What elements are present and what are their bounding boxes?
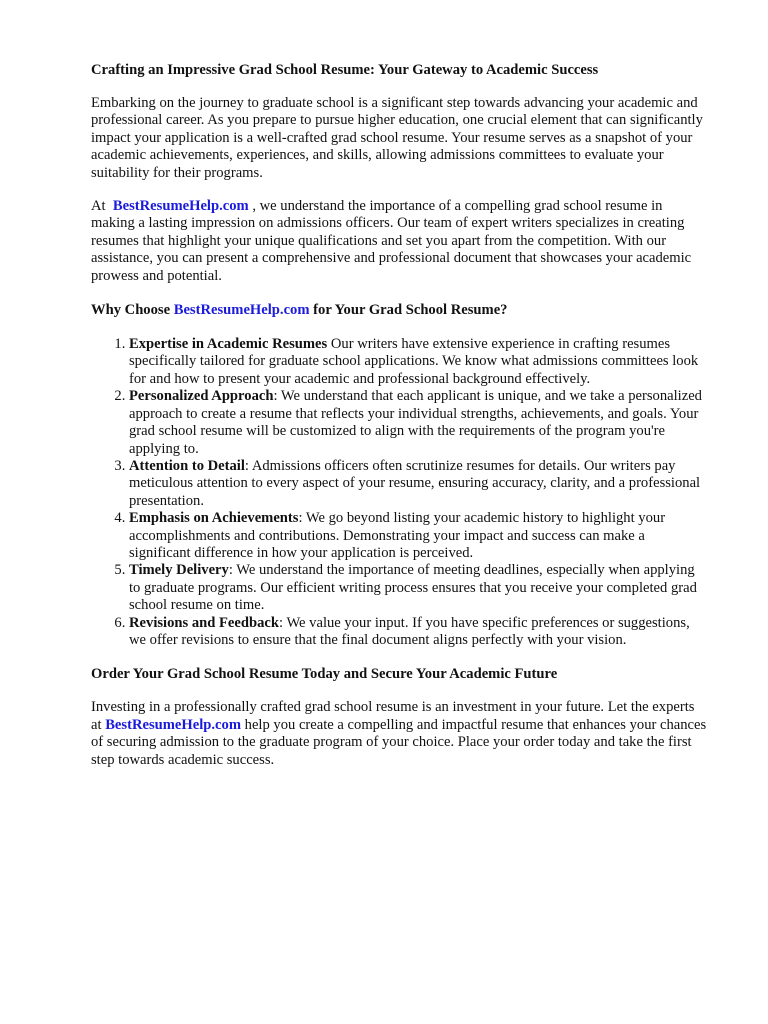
about-site-link[interactable]: BestResumeHelp.com (112, 198, 249, 215)
closing-prefix: Investing in a professionally crafted grad school resume is an investment in your future. Let the experts at (91, 699, 695, 733)
reason-title: Emphasis on Achievements (129, 510, 299, 527)
why-choose-heading (91, 302, 708, 319)
list-item (129, 336, 708, 388)
list-item (129, 562, 708, 614)
list-item (129, 388, 708, 458)
order-heading: Order Your Grad School Resume Today and Secure Your Academic Future (91, 666, 558, 683)
about-paragraph (91, 198, 708, 285)
why-prefix: Why Choose (91, 302, 171, 319)
reason-text: : We understand the importance of meeting deadlines, especially when applying to graduate programs. Our efficient writing process ensures that you receive your completed grad school resume on time. (129, 562, 697, 614)
why-site-link[interactable]: BestResumeHelp.com (173, 302, 310, 319)
closing-body: help you create a compelling and impactful resume that enhances your chances of securing admission to the graduate program of your choice. Place your order today and take the first step towards academic success. (91, 716, 707, 768)
reason-text: Our writers have extensive experience in crafting resumes specifically tailored for graduate school applications. We know what admissions committees look for and how to present your academic and professional background effectively. (129, 336, 699, 387)
list-item (129, 510, 708, 562)
reason-title: Personalized Approach (129, 388, 274, 405)
reason-text: : We value your input. If you have specific preferences or suggestions, we offer revisions to ensure that the final document aligns perfectly with your vision. (129, 614, 690, 648)
reasons-list (91, 336, 708, 649)
why-suffix: for Your Grad School Resume? (313, 302, 508, 319)
page-title: Crafting an Impressive Grad School Resume: Your Gateway to Academic Success (91, 62, 599, 78)
reason-text: : We go beyond listing your academic history to highlight your accomplishments and contributions. Demonstrating your impact and success can make a significant difference in how your application is perceived. (129, 510, 666, 561)
intro-paragraph: Embarking on the journey to graduate school is a significant step towards advancing your academic and professional career. As you prepare to pursue higher education, one crucial element that can significantly impact your application is a well-crafted grad school resume. Your resume serves as a snapshot of your academic achievements, experiences, and skills, allowing admissions committees to evaluate your suitability for their programs. (91, 95, 703, 181)
reason-title: Revisions and Feedback (129, 614, 280, 631)
reason-title: Timely Delivery (129, 562, 229, 579)
reason-text: : Admissions officers often scrutinize resumes for details. Our writers pay meticulous attention to every aspect of your resume, ensuring accuracy, clarity, and a professional presentation. (129, 457, 701, 509)
list-item (129, 458, 708, 510)
list-item (129, 615, 708, 650)
closing-paragraph (91, 699, 708, 769)
closing-site-link[interactable]: BestResumeHelp.com (105, 716, 241, 733)
about-body: , we understand the importance of a compelling grad school resume in making a lasting impression on admissions officers. Our team of expert writers specializes in creating resumes that highlight your unique qualifications and set you apart from the competition. With our assistance, you can present a comprehensive and professional document that showcases your academic prowess and potential. (91, 198, 692, 284)
about-prefix: At (91, 198, 106, 215)
reason-title: Attention to Detail (129, 457, 245, 474)
reason-title: Expertise in Academic Resumes (129, 336, 328, 353)
reason-text: : We understand that each applicant is unique, and we take a personalized approach to create a resume that reflects your individual strengths, achievements, and goals. Your grad school resume will be customized to align with the requirements of the program you're applying to. (129, 388, 702, 457)
